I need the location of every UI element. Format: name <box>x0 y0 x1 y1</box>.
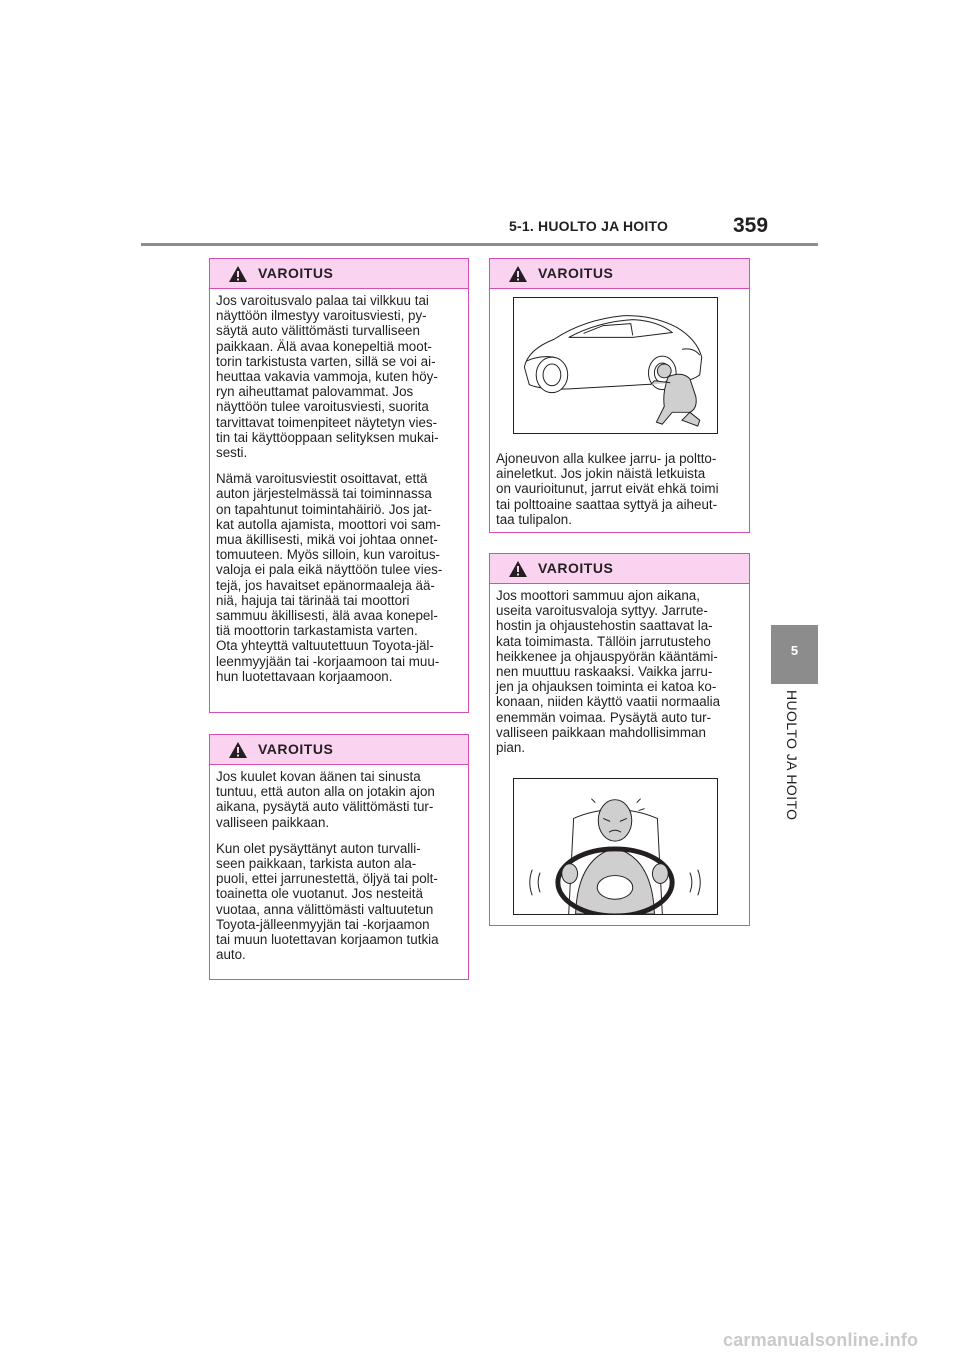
warning-title: VAROITUS <box>258 265 334 281</box>
car-underbody-illustration <box>513 297 718 434</box>
warning-paragraph: Ajoneuvon alla kulkee jarru- ja poltto- aineletkut. Jos jokin näistä letkuista on vaurioitunut, jarrut eivät ehkä toimi tai polttoaine saattaa syttyä ja aiheut- taa tulipalon. <box>496 451 719 527</box>
warning-paragraph: Kun olet pysäyttänyt auton turvalli- seen paikkaan, tarkista auton ala- puoli, ettei jarrunestettä, öljyä tai polt- toainetta ole vuotanut. Jos nesteitä vuotaa, anna välittömästi valtuutetun Toyota-jälleenmyyjän tai -korjaamon tai muun luotettavan korjaamon tutkia auto. <box>216 840 439 963</box>
warning-paragraph: Nämä varoitusviestit osoittavat, että auton järjestelmässä tai toiminnassa on tapahtunut toimintahäiriö. Jos jat- kat autolla ajamista, moottori voi sam- mua äkillisesti, mikä voi johtaa onnet- tomuuteen. Myös silloin, kun varoitus- valoja ei pala eikä näyttöön tulee vies- tejä, jos havaitset epänormaaleja ää- niä, hajuja tai tärinää tai moottori sammuu äkillisesti, älä avaa konepel- tiä moottorin tarkastamista varten. Ota yhteyttä valtuutettuun Toyota-jäl- leenmyyjään tai -korjaamoon tai muu- hun luotettavaan korjaamoon. <box>216 471 443 684</box>
warning-paragraph: Jos varoitusvalo palaa tai vilkkuu tai näyttöön ilmestyy varoitusviesti, py- säytä auto välittömästi turvalliseen paikkaan. Älä avaa konepeltiä moot- torin tarkistusta varten, sillä se voi ai- heuttaa vakavia vammoja, kuten höy- ryn aiheuttamat palovammat. Jos näyttöön tulee varoitusviesti, suorita tarvittavat toimenpiteet näytetyn vies- tin tai käyttöoppaan selityksen mukai- sesti. <box>216 293 439 461</box>
warning-body <box>490 447 749 527</box>
warning-body <box>210 289 468 684</box>
warning-box-4 <box>489 553 750 926</box>
header-rule <box>141 243 818 246</box>
warning-triangle-icon <box>508 560 528 578</box>
warning-body <box>210 765 468 962</box>
warning-paragraph: Jos moottori sammuu ajon aikana, useita varoitusvaloja syttyy. Jarrute- hostin ja ohjaustehostin saattavat la- kata toimimasta. Tällöin jarrutusteho heikkenee ja ohjauspyörän kääntämi- nen muuttuu raskaaksi. Vaikka jarru- jen ja ohjauksen toiminta ei katoa ko- konaan, niiden käyttö vaatii normaalia enemmän voimaa. Pysäytä auto tur- valliseen paikkaan mahdollisimman pian. <box>496 588 721 756</box>
section-title: 5-1. HUOLTO JA HOITO <box>509 218 669 234</box>
warning-triangle-icon <box>228 265 248 283</box>
chapter-label: HUOLTO JA HOITO <box>784 690 800 821</box>
warning-header <box>210 259 468 289</box>
warning-paragraph: Jos kuulet kovan äänen tai sinusta tuntuu, että auton alla on jotakin ajon aikana, pysäytä auto välittömästi tur- valliseen paikkaan. <box>216 769 435 830</box>
driver-steering-illustration <box>513 778 718 915</box>
warning-triangle-icon <box>228 741 248 759</box>
chapter-number: 5 <box>790 643 799 658</box>
warning-box-1 <box>209 258 469 713</box>
warning-box-2 <box>209 734 469 980</box>
warning-header <box>490 259 749 289</box>
chapter-tab <box>771 625 818 684</box>
warning-title: VAROITUS <box>538 560 614 576</box>
warning-triangle-icon <box>508 265 528 283</box>
warning-title: VAROITUS <box>538 265 614 281</box>
warning-title: VAROITUS <box>258 741 334 757</box>
watermark: carmanualsonline.info <box>723 1330 919 1350</box>
warning-body <box>490 584 749 755</box>
page-number: 359 <box>733 214 769 237</box>
warning-header <box>210 735 468 765</box>
warning-header <box>490 554 749 584</box>
warning-box-3 <box>489 258 750 533</box>
